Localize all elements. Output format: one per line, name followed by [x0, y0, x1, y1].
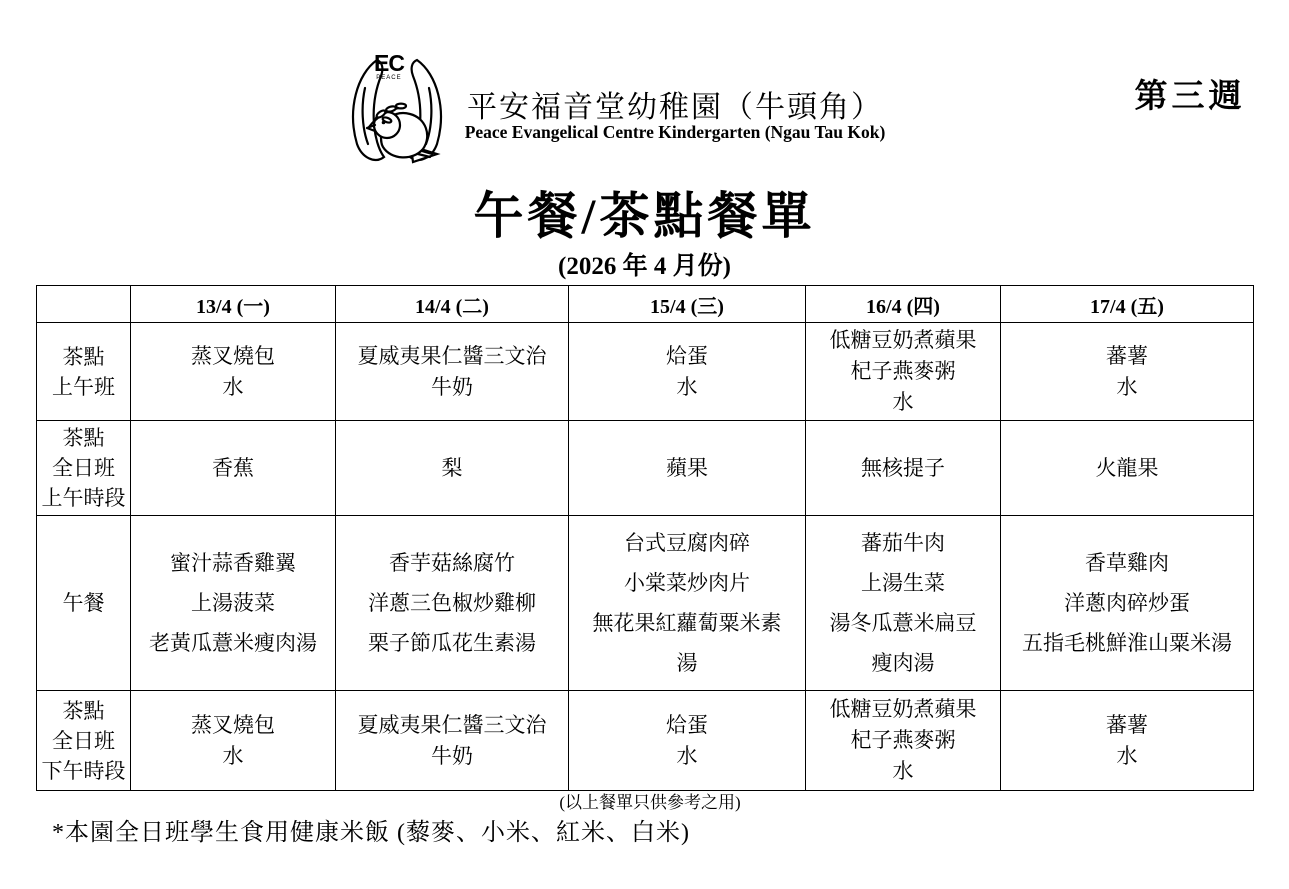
menu-cell-line: 烚蛋	[666, 343, 708, 368]
menu-cell-line: 水	[676, 743, 698, 768]
menu-cell	[806, 421, 1001, 516]
menu-cell	[336, 323, 569, 421]
row-label	[37, 421, 131, 516]
menu-cell-line: 洋蔥三色椒炒雞柳	[368, 591, 536, 615]
menu-cell-line: 夏威夷果仁醬三文治	[357, 712, 547, 737]
menu-cell-line: 水	[1116, 374, 1138, 399]
menu-cell-line: 蕃茄牛肉	[861, 531, 945, 555]
menu-cell-line: 水	[222, 743, 244, 768]
table-row	[37, 691, 1254, 791]
menu-cell-line: 湯	[676, 651, 698, 675]
menu-cell-line: 老黃瓜薏米瘦肉湯	[149, 631, 317, 655]
menu-cell	[806, 323, 1001, 421]
row-label-line: 午餐	[62, 591, 105, 615]
row-label-line: 茶點	[62, 344, 105, 369]
menu-title: 午餐/茶點餐單	[473, 188, 816, 244]
menu-cell-line: 蜜汁蒜香雞翼	[170, 551, 296, 575]
ec-logo-subtext: PEACE	[376, 75, 402, 81]
menu-cell-line: 火龍果	[1095, 455, 1159, 480]
menu-cell-line: 蒸叉燒包	[191, 343, 275, 368]
row-label-line: 上午時段	[41, 486, 126, 510]
row-label	[37, 691, 131, 791]
column-header: 17/4 (五)	[1001, 286, 1254, 323]
table-row	[37, 323, 1254, 421]
row-label-line: 上午班	[52, 374, 115, 399]
menu-cell-line: 台式豆腐肉碎	[624, 531, 750, 555]
menu-cell-line: 杞子燕麥粥	[850, 728, 956, 752]
menu-cell-line: 牛奶	[431, 743, 473, 768]
row-label	[37, 516, 131, 691]
row-label-line: 全日班	[52, 456, 115, 480]
menu-cell-line: 無核提子	[861, 455, 945, 480]
row-label-line: 下午時段	[41, 758, 126, 783]
column-header: 15/4 (三)	[569, 286, 806, 323]
menu-cell-line: 烚蛋	[666, 712, 708, 737]
menu-cell	[131, 421, 336, 516]
header-row	[37, 286, 1254, 323]
corner-cell	[37, 286, 131, 323]
rice-note: *本園全日班學生食用健康米飯 (藜麥、小米、紅米、白米)	[52, 820, 690, 846]
row-label-line: 全日班	[52, 728, 115, 753]
menu-cell	[1001, 691, 1254, 791]
menu-cell-line: 五指毛桃鮮淮山粟米湯	[1022, 631, 1232, 655]
menu-cell-line: 蕃薯	[1106, 343, 1148, 368]
menu-cell-line: 蕃薯	[1106, 712, 1148, 737]
menu-cell	[569, 323, 806, 421]
menu-cell	[131, 516, 336, 691]
menu-cell	[1001, 516, 1254, 691]
reference-note: (以上餐單只供參考之用)	[559, 793, 741, 812]
menu-cell-line: 低糖豆奶煮蘋果	[829, 697, 977, 721]
ec-logo-mark	[374, 52, 404, 81]
menu-cell-line: 牛奶	[431, 374, 473, 399]
menu-cell-line: 水	[892, 759, 914, 783]
menu-cell	[131, 323, 336, 421]
menu-table	[36, 285, 1254, 791]
column-header: 14/4 (二)	[336, 286, 569, 323]
menu-cell-line: 無花果紅蘿蔔粟米素	[592, 611, 782, 635]
menu-cell-line: 香蕉	[212, 455, 254, 480]
menu-cell-line: 湯冬瓜薏米扁豆	[829, 611, 977, 635]
column-header: 13/4 (一)	[131, 286, 336, 323]
row-label-line: 茶點	[62, 698, 105, 723]
menu-cell	[569, 516, 806, 691]
ec-logo-letters: EC	[374, 50, 404, 76]
menu-month: (2026 年 4 月份)	[558, 253, 731, 280]
row-label	[37, 323, 131, 421]
menu-cell-line: 瘦肉湯	[871, 651, 935, 675]
school-name-english: Peace Evangelical Centre Kindergarten (Ngau Tau Kok)	[464, 122, 886, 142]
menu-cell	[569, 421, 806, 516]
menu-cell-line: 小棠菜炒肉片	[624, 571, 750, 595]
menu-cell-line: 洋蔥肉碎炒蛋	[1064, 591, 1190, 615]
table-row	[37, 516, 1254, 691]
menu-cell	[336, 516, 569, 691]
week-label: 第三週	[1134, 79, 1246, 115]
menu-cell-line: 杞子燕麥粥	[850, 359, 956, 383]
column-header: 16/4 (四)	[806, 286, 1001, 323]
menu-cell	[569, 691, 806, 791]
menu-cell	[806, 691, 1001, 791]
menu-cell	[336, 421, 569, 516]
menu-cell-line: 水	[1116, 743, 1138, 768]
menu-cell-line: 蘋果	[666, 455, 708, 480]
menu-cell-line: 水	[676, 374, 698, 399]
menu-cell	[131, 691, 336, 791]
row-label-line: 茶點	[62, 426, 105, 450]
menu-cell-line: 蒸叉燒包	[191, 712, 275, 737]
school-name-chinese: 平安福音堂幼稚園（牛頭角）	[467, 91, 883, 124]
table-row	[37, 421, 1254, 516]
menu-cell-line: 夏威夷果仁醬三文治	[357, 343, 547, 368]
menu-cell-line: 水	[892, 390, 914, 414]
menu-cell-line: 香芋菇絲腐竹	[389, 551, 515, 575]
menu-cell-line: 香草雞肉	[1085, 551, 1169, 575]
menu-cell-line: 水	[222, 374, 244, 399]
menu-cell-line: 梨	[441, 455, 463, 480]
menu-cell	[806, 516, 1001, 691]
menu-cell	[336, 691, 569, 791]
menu-cell-line: 栗子節瓜花生素湯	[368, 631, 536, 655]
menu-cell-line: 低糖豆奶煮蘋果	[829, 328, 977, 352]
menu-cell	[1001, 421, 1254, 516]
menu-cell	[1001, 323, 1254, 421]
menu-cell-line: 上湯菠菜	[191, 591, 275, 615]
menu-cell-line: 上湯生菜	[861, 571, 945, 595]
